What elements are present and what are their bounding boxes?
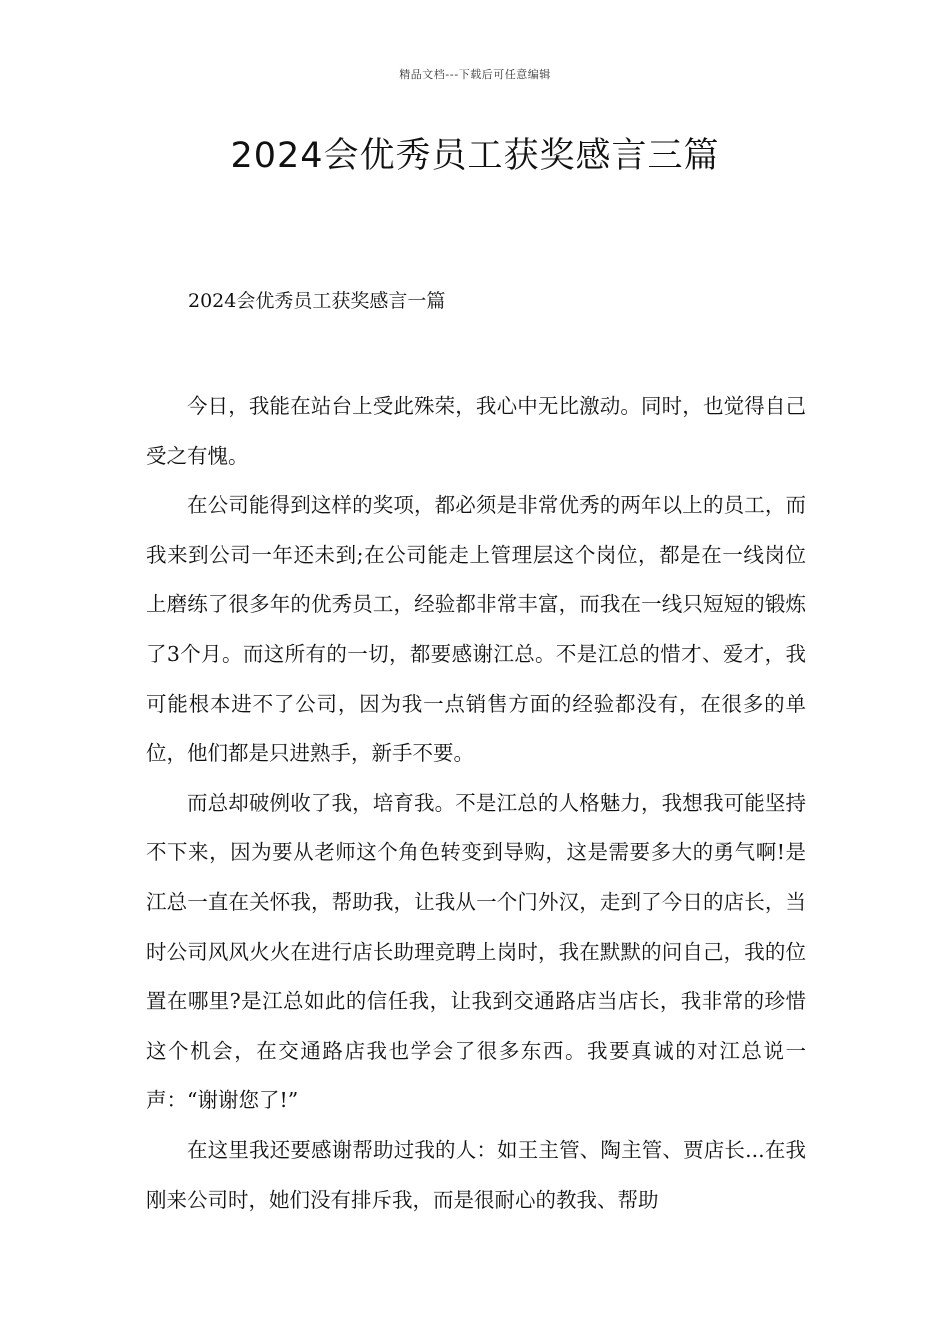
paragraph: 今日，我能在站台上受此殊荣，我心中无比激动。同时，也觉得自己受之有愧。 xyxy=(146,394,806,468)
header-note: 精品文档---下载后可任意编辑 xyxy=(399,68,551,81)
paragraph: 而总却破例收了我，培育我。不是江总的人格魅力，我想我可能坚持不下来，因为要从老师这个角色转变到导购，这是需要多大的勇气啊!是江总一直在关怀我，帮助我，让我从一个门外汉，走到了今日的店长，当时公司风风火火在进行店长助理竞聘上岗时，我在默默的问自己，我的位置在哪里?是江总如此的信任我，让我到交通路店当店长，我非常的珍惜这个机会，在交通路店我也学会了很多东西。我要真诚的对江总说一声：“谢谢您了!” xyxy=(146,790,806,1113)
body-text xyxy=(146,382,806,1225)
paragraph: 在这里我还要感谢帮助过我的人：如王主管、陶主管、贾店长...在我刚来公司时，她们没有排斥我，而是很耐心的教我、帮助 xyxy=(146,1137,806,1212)
section-title: 2024会优秀员工获奖感言一篇 xyxy=(188,290,446,312)
document-title: 2024会优秀员工获奖感言三篇 xyxy=(230,136,720,176)
paragraph: 在公司能得到这样的奖项，都必须是非常优秀的两年以上的员工，而我来到公司一年还未到;在公司能走上管理层这个岗位，都是在一线岗位上磨练了很多年的优秀员工，经验都非常丰富，而我在一线只短短的锻炼了3个月。而这所有的一切，都要感谢江总。不是江总的惜才、爱才，我可能根本进不了公司，因为我一点销售方面的经验都没有，在很多的单位，他们都是只进熟手，新手不要。 xyxy=(146,493,806,766)
